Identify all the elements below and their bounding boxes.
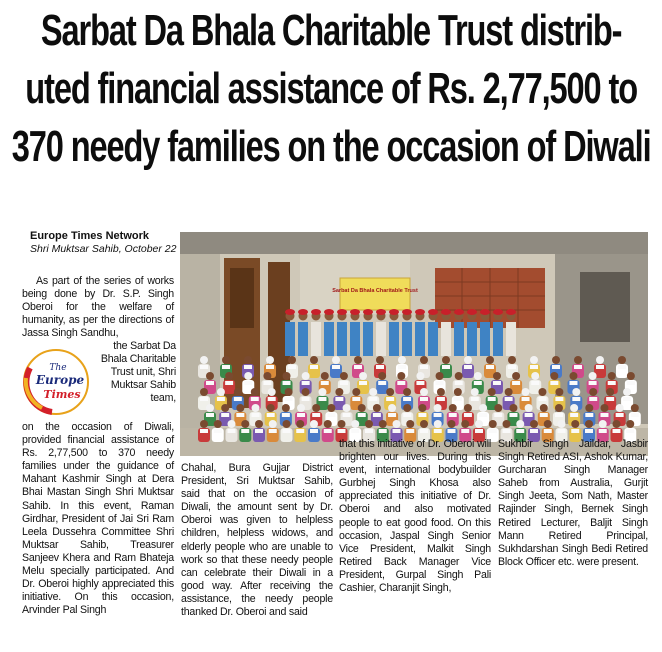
article-col3: that this initiative of Dr. Oberoi will brighten our lives. During this event, international bodybuilder Gurbhej Singh Khosa also appreciated this initiative of Dr. Oberoi and also motivated people to eat good food. On this occasion, Jaspal Singh Senior Vice President, Malkit Singh Retired Back Manager Vice President, Gurpal Singh Pali Cashier, Charanjit Singh, <box>339 438 491 595</box>
byline <box>30 230 180 255</box>
logo-text-europe: Europe <box>35 373 85 387</box>
standing-person <box>324 309 334 356</box>
logo-text-the: The <box>49 363 67 373</box>
standing-person <box>363 309 373 356</box>
article-col1-intro: As part of the series of works being done by Dr. S.P. Singh Oberoi for the welfare of humanity, as per the directions of Jassa Singh Sandhu, <box>22 275 174 340</box>
byline-dateline: Shri Muktsar Sahib, October 22 <box>30 243 177 255</box>
article-col2: Chahal, Bura Gujjar District President, Sri Muktsar Sahib, said that on the occasion of Diwali, the amount sent by Dr. Oberoi was given to helpless children, helpless widows, and elderly people who are unable to work so that these needy people can celebrate their Diwali in a good way. After receiving the assistance, the needy people thanked Dr. Oberoi and said <box>181 462 333 619</box>
standing-person <box>298 309 308 356</box>
standing-person <box>467 309 477 356</box>
standing-person <box>428 309 438 356</box>
article-col1-beside-logo: the Sarbat Da Bhala Charitable Trust unit, Shri Muktsar Sahib team, <box>100 340 176 405</box>
standing-person <box>311 309 321 356</box>
byline-network: Europe Times Network <box>30 230 149 242</box>
standing-person <box>337 309 347 356</box>
standing-person <box>454 309 464 356</box>
event-photo <box>180 232 648 456</box>
headline-line-2: uted financial assistance of Rs. 2,77,500 to <box>25 64 637 113</box>
photo-banner-text: Sarbat Da Bhala Charitable Trust <box>332 288 418 294</box>
standing-person <box>376 309 386 356</box>
standing-person <box>402 309 412 356</box>
europe-times-logo <box>22 348 90 416</box>
headline <box>0 2 662 176</box>
standing-person <box>285 309 295 356</box>
standing-person <box>415 309 425 356</box>
article-col1-body: on the occasion of Diwali, provided financial assistance of Rs. 2,77,500 to 370 needy families under the guidance of Mahant Kashmir Singh at Dera Bhai Mastan Singh Shri Muktsar Sahib. In this event, Raman Girdhar, President of Jai Sri Ram Leela Dussehra Committee Shri Muktsar Sahib, Treasurer Sanjeev Khera and Ram Bhateja Melu specially participated. And Dr. Oberoi highly appreciated this initiative. On this occasion, Arvinder Pal Singh <box>22 421 174 617</box>
standing-person <box>350 309 360 356</box>
headline-line-1: Sarbat Da Bhala Charitable Trust distrib- <box>40 6 622 55</box>
standing-person <box>389 309 399 356</box>
standing-person <box>441 309 451 356</box>
standing-person <box>493 309 503 356</box>
standing-person <box>506 309 516 356</box>
article-col4: Sukhbir Singh Jaildar, Jasbir Singh Retired ASI, Ashok Kumar, Gurcharan Singh Manager Saheb from Australia, Gurjit Singh Jeeta, Som Nath, Master Rajinder Singh, Bernek Singh Retired Lecturer, Baljit Singh Mann Retired Principal, Sukhdarshan Singh Bedi Retired Block Officer etc. were present. <box>498 438 648 568</box>
logo-text-times: Times <box>43 388 81 401</box>
headline-line-3: 370 needy families on the occasion of Diwali <box>11 122 651 171</box>
standing-person <box>480 309 490 356</box>
